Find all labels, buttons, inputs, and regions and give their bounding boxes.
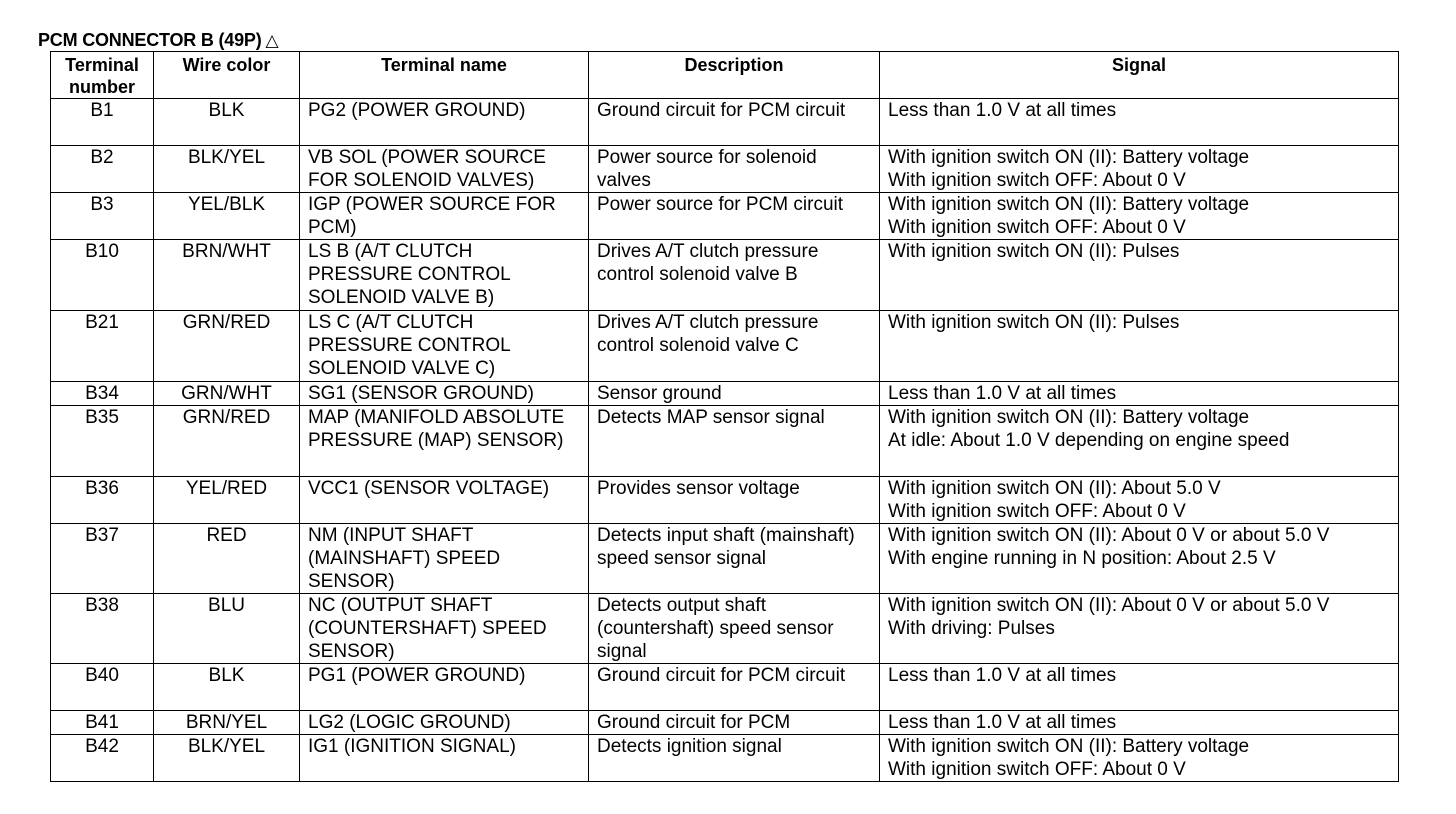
description-cell: Drives A/T clutch pressure control solenoid valve B bbox=[589, 240, 880, 311]
signal-line: With ignition switch ON (II): Battery voltage bbox=[888, 147, 1250, 168]
wire-color-cell: GRN/RED bbox=[154, 406, 300, 477]
terminal-number-cell: B3 bbox=[51, 193, 154, 240]
description-cell: Ground circuit for PCM bbox=[589, 711, 880, 735]
signal-line: Less than 1.0 V at all times bbox=[888, 712, 1117, 733]
description-cell: Ground circuit for PCM circuit bbox=[589, 664, 880, 711]
signal-line: With ignition switch ON (II): Battery voltage bbox=[888, 736, 1250, 757]
signal-cell bbox=[880, 146, 1399, 193]
table-row bbox=[51, 240, 1399, 311]
table-row bbox=[51, 311, 1399, 382]
header-terminal-name: Terminal name bbox=[300, 52, 589, 99]
wire-color-cell: BLU bbox=[154, 594, 300, 664]
header-description: Description bbox=[589, 52, 880, 99]
signal-line: Less than 1.0 V at all times bbox=[888, 100, 1117, 121]
terminal-number-cell: B2 bbox=[51, 146, 154, 193]
signal-line: With ignition switch ON (II): About 0 V or about 5.0 V bbox=[888, 525, 1330, 546]
signal-cell bbox=[880, 311, 1399, 382]
wire-color-cell: GRN/WHT bbox=[154, 382, 300, 406]
wire-color-cell: YEL/BLK bbox=[154, 193, 300, 240]
signal-line: With engine running in N position: About 2.5 V bbox=[888, 548, 1276, 569]
wire-color-cell: BLK/YEL bbox=[154, 735, 300, 782]
table-row bbox=[51, 146, 1399, 193]
header-wire-color: Wire color bbox=[154, 52, 300, 99]
signal-line: With ignition switch ON (II): Pulses bbox=[888, 312, 1180, 333]
terminal-number-cell: B38 bbox=[51, 594, 154, 664]
description-cell: Provides sensor voltage bbox=[589, 477, 880, 524]
signal-line: With ignition switch OFF: About 0 V bbox=[888, 501, 1186, 522]
terminal-number-cell: B10 bbox=[51, 240, 154, 311]
wire-color-cell: RED bbox=[154, 524, 300, 594]
terminal-name-cell: LS C (A/T CLUTCH PRESSURE CONTROL SOLENOID VALVE C) bbox=[300, 311, 589, 382]
description-cell: Power source for solenoid valves bbox=[589, 146, 880, 193]
terminal-name-cell: MAP (MANIFOLD ABSOLUTE PRESSURE (MAP) SENSOR) bbox=[300, 406, 589, 477]
signal-cell bbox=[880, 594, 1399, 664]
page-title bbox=[38, 30, 278, 51]
header-row bbox=[51, 52, 1399, 99]
signal-cell bbox=[880, 524, 1399, 594]
signal-cell bbox=[880, 477, 1399, 524]
table-row bbox=[51, 382, 1399, 406]
terminal-name-cell: PG1 (POWER GROUND) bbox=[300, 664, 589, 711]
terminal-name-cell: LG2 (LOGIC GROUND) bbox=[300, 711, 589, 735]
caution-triangle-icon: △ bbox=[265, 31, 279, 50]
description-cell: Drives A/T clutch pressure control solenoid valve C bbox=[589, 311, 880, 382]
terminal-number-cell: B36 bbox=[51, 477, 154, 524]
description-cell: Detects input shaft (mainshaft) speed sensor signal bbox=[589, 524, 880, 594]
terminal-name-cell: VCC1 (SENSOR VOLTAGE) bbox=[300, 477, 589, 524]
description-cell: Power source for PCM circuit bbox=[589, 193, 880, 240]
signal-line: At idle: About 1.0 V depending on engine speed bbox=[888, 430, 1290, 451]
terminal-name-cell: LS B (A/T CLUTCH PRESSURE CONTROL SOLENOID VALVE B) bbox=[300, 240, 589, 311]
wire-color-cell: YEL/RED bbox=[154, 477, 300, 524]
signal-line: Less than 1.0 V at all times bbox=[888, 383, 1117, 404]
signal-cell bbox=[880, 99, 1399, 146]
terminal-number-cell: B42 bbox=[51, 735, 154, 782]
table-row bbox=[51, 524, 1399, 594]
terminal-name-cell: VB SOL (POWER SOURCE FOR SOLENOID VALVES) bbox=[300, 146, 589, 193]
signal-line: With ignition switch OFF: About 0 V bbox=[888, 759, 1186, 780]
description-cell: Ground circuit for PCM circuit bbox=[589, 99, 880, 146]
signal-cell bbox=[880, 711, 1399, 735]
signal-line: With ignition switch ON (II): About 0 V or about 5.0 V bbox=[888, 595, 1330, 616]
description-cell: Detects MAP sensor signal bbox=[589, 406, 880, 477]
terminal-name-cell: IGP (POWER SOURCE FOR PCM) bbox=[300, 193, 589, 240]
wire-color-cell: BLK bbox=[154, 664, 300, 711]
signal-cell bbox=[880, 240, 1399, 311]
header-signal: Signal bbox=[880, 52, 1399, 99]
wire-color-cell: BRN/WHT bbox=[154, 240, 300, 311]
terminal-number-cell: B40 bbox=[51, 664, 154, 711]
wire-color-cell: BLK/YEL bbox=[154, 146, 300, 193]
wire-color-cell: BLK bbox=[154, 99, 300, 146]
terminal-number-cell: B41 bbox=[51, 711, 154, 735]
terminal-name-cell: PG2 (POWER GROUND) bbox=[300, 99, 589, 146]
header-terminal-number: Terminal number bbox=[51, 52, 154, 99]
signal-cell bbox=[880, 193, 1399, 240]
table-row bbox=[51, 193, 1399, 240]
table-row bbox=[51, 406, 1399, 477]
signal-line: With ignition switch OFF: About 0 V bbox=[888, 170, 1186, 191]
table-row bbox=[51, 99, 1399, 146]
terminal-number-cell: B1 bbox=[51, 99, 154, 146]
signal-line: Less than 1.0 V at all times bbox=[888, 665, 1117, 686]
signal-cell bbox=[880, 664, 1399, 711]
signal-line: With ignition switch ON (II): Pulses bbox=[888, 241, 1180, 262]
terminal-name-cell: IG1 (IGNITION SIGNAL) bbox=[300, 735, 589, 782]
terminal-number-cell: B21 bbox=[51, 311, 154, 382]
description-cell: Detects output shaft (countershaft) speed sensor signal bbox=[589, 594, 880, 664]
signal-line: With ignition switch OFF: About 0 V bbox=[888, 217, 1186, 238]
table-row bbox=[51, 735, 1399, 782]
terminal-number-cell: B34 bbox=[51, 382, 154, 406]
table-row bbox=[51, 594, 1399, 664]
terminal-name-cell: NC (OUTPUT SHAFT (COUNTERSHAFT) SPEED SENSOR) bbox=[300, 594, 589, 664]
signal-cell bbox=[880, 382, 1399, 406]
table-row bbox=[51, 664, 1399, 711]
terminal-name-cell: NM (INPUT SHAFT (MAINSHAFT) SPEED SENSOR) bbox=[300, 524, 589, 594]
terminal-number-cell: B35 bbox=[51, 406, 154, 477]
title-text: PCM CONNECTOR B (49P) bbox=[38, 30, 262, 50]
signal-cell bbox=[880, 735, 1399, 782]
signal-line: With ignition switch ON (II): About 5.0 V bbox=[888, 478, 1221, 499]
table-row bbox=[51, 711, 1399, 735]
signal-line: With ignition switch ON (II): Battery voltage bbox=[888, 194, 1250, 215]
wire-color-cell: GRN/RED bbox=[154, 311, 300, 382]
terminal-number-cell: B37 bbox=[51, 524, 154, 594]
signal-cell bbox=[880, 406, 1399, 477]
description-cell: Sensor ground bbox=[589, 382, 880, 406]
connector-table bbox=[50, 51, 1399, 782]
terminal-name-cell: SG1 (SENSOR GROUND) bbox=[300, 382, 589, 406]
description-cell: Detects ignition signal bbox=[589, 735, 880, 782]
table-row bbox=[51, 477, 1399, 524]
wire-color-cell: BRN/YEL bbox=[154, 711, 300, 735]
signal-line: With driving: Pulses bbox=[888, 618, 1055, 639]
signal-line: With ignition switch ON (II): Battery voltage bbox=[888, 407, 1250, 428]
